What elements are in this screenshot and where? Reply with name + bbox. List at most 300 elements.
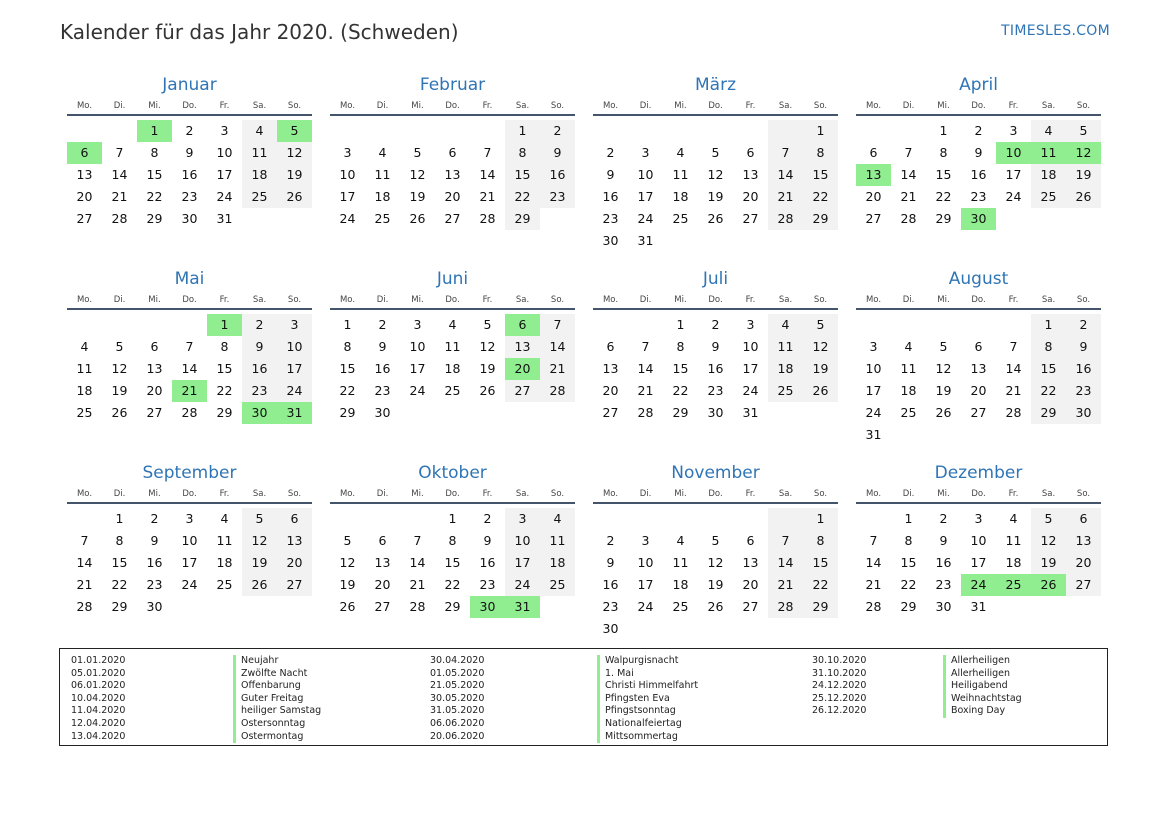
day-cell: 21 (409, 577, 426, 592)
day-cell: 22 (1031, 380, 1066, 402)
day-cell: 2 (1066, 314, 1101, 336)
day-grid (67, 508, 312, 618)
day-cell: 22 (803, 186, 838, 208)
day-cell: 15 (935, 167, 952, 182)
month-name: September (142, 463, 237, 483)
holiday-day-cell: 31 (505, 596, 540, 618)
day-cell: 9 (150, 533, 159, 548)
day-cell: 23 (540, 186, 575, 208)
weekday-label: Mo. (602, 295, 619, 305)
day-cell: 10 (277, 336, 312, 358)
day-cell: 1 (448, 511, 457, 526)
weekday-label: Fr. (1008, 295, 1019, 305)
weekday-label: Do. (445, 295, 460, 305)
weekday-label: Fr. (482, 295, 493, 305)
day-cell: 25 (374, 211, 391, 226)
day-cell: 2 (939, 511, 948, 526)
day-cell-empty (768, 508, 803, 530)
weekday-label: Fr. (745, 101, 756, 111)
day-cell: 26 (707, 599, 724, 614)
legend-dates-column (812, 655, 866, 718)
day-cell: 2 (185, 123, 194, 138)
day-cell-empty (628, 508, 663, 530)
day-cell: 12 (242, 530, 277, 552)
day-cell-empty (330, 508, 365, 530)
legend-holiday-name: Boxing Day (943, 705, 1022, 718)
day-cell: 14 (865, 555, 882, 570)
legend-date: 11.04.2020 (71, 705, 126, 717)
day-cell: 28 (768, 208, 803, 230)
day-cell: 20 (970, 383, 987, 398)
day-cell: 17 (637, 189, 654, 204)
legend-holiday-name: Ostermontag (233, 731, 321, 744)
day-cell: 28 (540, 380, 575, 402)
day-cell: 30 (1066, 402, 1101, 424)
legend-names-column (943, 655, 1022, 718)
weekday-label: Sa. (778, 101, 793, 111)
weekday-label: Mo. (76, 295, 93, 305)
day-cell: 13 (602, 361, 619, 376)
day-cell: 23 (970, 189, 987, 204)
weekday-label: Mo. (865, 295, 882, 305)
day-cell: 16 (707, 361, 724, 376)
day-cell: 22 (444, 577, 461, 592)
day-cell: 21 (768, 186, 803, 208)
day-cell: 14 (111, 167, 128, 182)
day-cell: 20 (444, 189, 461, 204)
day-cell: 28 (181, 405, 198, 420)
day-cell: 29 (216, 405, 233, 420)
day-cell: 24 (865, 405, 882, 420)
month-calendar (330, 460, 575, 654)
day-cell: 22 (111, 577, 128, 592)
weekday-label: Do. (182, 295, 197, 305)
day-cell-empty (330, 120, 365, 142)
day-cell: 3 (343, 145, 352, 160)
day-cell: 16 (1066, 358, 1101, 380)
day-cell: 14 (76, 555, 93, 570)
day-cell: 23 (242, 380, 277, 402)
day-cell-empty (67, 314, 102, 336)
weekday-label: So. (813, 489, 828, 499)
day-cell: 16 (935, 555, 952, 570)
day-cell: 26 (277, 186, 312, 208)
day-cell: 13 (1066, 530, 1101, 552)
legend-date: 30.10.2020 (812, 655, 867, 666)
day-cell: 27 (970, 405, 987, 420)
day-cell: 8 (220, 339, 229, 354)
day-cell: 5 (115, 339, 124, 354)
month-calendar (856, 460, 1101, 654)
weekday-label: Do. (708, 489, 723, 499)
weekday-label: So. (1076, 489, 1091, 499)
weekday-label: Sa. (778, 489, 793, 499)
day-cell: 9 (483, 533, 492, 548)
day-cell: 23 (707, 383, 724, 398)
legend-date: 12.04.2020 (71, 717, 126, 729)
day-cell: 4 (448, 317, 457, 332)
day-grid (856, 120, 1101, 230)
month-calendar (593, 266, 838, 460)
day-cell: 18 (444, 361, 461, 376)
weekday-label: So. (1076, 295, 1091, 305)
site-logo-text[interactable]: TIMESLES.COM (1001, 23, 1110, 39)
weekday-label: Di. (376, 295, 389, 305)
day-cell: 13 (505, 336, 540, 358)
day-cell: 13 (146, 361, 163, 376)
day-cell: 3 (413, 317, 422, 332)
day-cell: 17 (1005, 167, 1022, 182)
day-cell: 7 (185, 339, 194, 354)
day-grid (856, 314, 1101, 446)
weekday-label: So. (550, 489, 565, 499)
day-cell: 31 (970, 599, 987, 614)
day-cell: 4 (540, 508, 575, 530)
legend-date: 26.12.2020 (812, 705, 867, 717)
day-cell: 31 (742, 405, 759, 420)
weekday-label: Sa. (1041, 489, 1056, 499)
day-cell: 19 (111, 383, 128, 398)
day-cell: 9 (185, 145, 194, 160)
day-cell: 16 (479, 555, 496, 570)
day-cell: 26 (339, 599, 356, 614)
day-cell: 9 (939, 533, 948, 548)
weekday-label: So. (813, 295, 828, 305)
day-cell: 5 (483, 317, 492, 332)
day-cell: 14 (409, 555, 426, 570)
day-cell: 24 (216, 189, 233, 204)
day-cell-empty (856, 120, 891, 142)
day-cell: 6 (869, 145, 878, 160)
weekday-header (593, 486, 838, 504)
weekday-label: Mi. (674, 489, 687, 499)
day-cell: 13 (970, 361, 987, 376)
weekday-label: Di. (639, 101, 652, 111)
day-cell: 26 (111, 405, 128, 420)
day-cell: 10 (637, 555, 654, 570)
day-cell: 7 (641, 339, 650, 354)
day-cell: 16 (242, 358, 277, 380)
day-cell-empty (400, 508, 435, 530)
holiday-day-cell: 13 (856, 164, 891, 186)
day-cell: 7 (413, 533, 422, 548)
day-cell: 14 (479, 167, 496, 182)
day-cell: 16 (146, 555, 163, 570)
day-cell: 7 (540, 314, 575, 336)
weekday-label: Mo. (602, 489, 619, 499)
day-cell: 29 (900, 599, 917, 614)
day-cell-empty (400, 120, 435, 142)
day-cell: 24 (1005, 189, 1022, 204)
day-cell: 20 (277, 552, 312, 574)
weekday-label: Mo. (339, 489, 356, 499)
day-cell-empty (137, 314, 172, 336)
weekday-label: Mi. (148, 489, 161, 499)
day-cell: 15 (111, 555, 128, 570)
day-cell: 31 (865, 427, 882, 442)
day-cell: 18 (1005, 555, 1022, 570)
day-cell: 27 (444, 211, 461, 226)
day-cell-empty (961, 314, 996, 336)
day-cell: 17 (865, 383, 882, 398)
day-cell: 12 (803, 336, 838, 358)
legend-holiday-name: Neujahr (233, 655, 321, 668)
day-grid (330, 508, 575, 618)
holiday-day-cell: 30 (961, 208, 996, 230)
legend-date: 01.05.2020 (430, 667, 485, 679)
day-grid (330, 314, 575, 424)
legend-holiday-name: Nationalfeiertag (597, 718, 698, 731)
day-cell: 25 (900, 405, 917, 420)
weekday-label: Mo. (76, 101, 93, 111)
day-cell: 21 (865, 577, 882, 592)
month-name: November (671, 463, 760, 483)
day-cell: 3 (220, 123, 229, 138)
legend-date: 30.05.2020 (430, 692, 485, 704)
holiday-day-cell: 12 (1066, 142, 1101, 164)
legend-names-column (597, 655, 698, 743)
legend-date: 01.01.2020 (71, 655, 126, 666)
day-cell-empty (768, 120, 803, 142)
day-cell-empty (365, 508, 400, 530)
day-cell: 11 (76, 361, 93, 376)
day-cell: 3 (505, 508, 540, 530)
months-grid (67, 72, 1101, 654)
legend-holiday-name: Allerheiligen (943, 668, 1022, 681)
weekday-label: Fr. (745, 295, 756, 305)
day-cell-empty (470, 120, 505, 142)
day-cell: 16 (374, 361, 391, 376)
weekday-label: Sa. (1041, 295, 1056, 305)
day-cell: 28 (479, 211, 496, 226)
day-cell: 8 (904, 533, 913, 548)
day-cell: 10 (339, 167, 356, 182)
day-cell: 22 (339, 383, 356, 398)
day-cell: 10 (970, 533, 987, 548)
weekday-header (330, 486, 575, 504)
day-cell: 3 (641, 533, 650, 548)
day-cell: 18 (242, 164, 277, 186)
day-cell: 10 (181, 533, 198, 548)
day-cell: 7 (115, 145, 124, 160)
day-cell: 13 (742, 167, 759, 182)
weekday-label: Di. (376, 101, 389, 111)
day-cell: 22 (146, 189, 163, 204)
day-cell-empty (628, 314, 663, 336)
weekday-label: Mo. (339, 295, 356, 305)
day-cell: 22 (803, 574, 838, 596)
day-cell: 23 (479, 577, 496, 592)
holiday-legend (59, 648, 1108, 746)
day-cell: 15 (216, 361, 233, 376)
month-name: April (959, 75, 998, 95)
legend-names-column (233, 655, 321, 743)
day-cell: 27 (742, 211, 759, 226)
day-cell: 7 (869, 533, 878, 548)
day-cell: 28 (865, 599, 882, 614)
weekday-label: Do. (445, 489, 460, 499)
holiday-day-cell: 6 (67, 142, 102, 164)
day-cell: 7 (768, 142, 803, 164)
weekday-label: Di. (639, 489, 652, 499)
day-cell: 27 (76, 211, 93, 226)
day-cell: 16 (970, 167, 987, 182)
day-cell: 22 (900, 577, 917, 592)
day-cell: 5 (711, 145, 720, 160)
weekday-label: Sa. (515, 295, 530, 305)
day-cell: 1 (803, 120, 838, 142)
weekday-label: Mo. (865, 101, 882, 111)
legend-holiday-name: Pfingsten Eva (597, 693, 698, 706)
holiday-day-cell: 30 (470, 596, 505, 618)
day-cell: 12 (707, 555, 724, 570)
day-cell-empty (593, 508, 628, 530)
weekday-label: Do. (971, 101, 986, 111)
day-cell: 25 (216, 577, 233, 592)
weekday-label: Do. (708, 101, 723, 111)
day-cell: 14 (540, 336, 575, 358)
day-cell: 20 (76, 189, 93, 204)
weekday-label: Do. (182, 489, 197, 499)
day-cell: 19 (277, 164, 312, 186)
day-cell: 10 (409, 339, 426, 354)
day-cell: 28 (637, 405, 654, 420)
day-cell: 28 (76, 599, 93, 614)
weekday-label: Do. (971, 295, 986, 305)
day-cell: 7 (768, 530, 803, 552)
day-cell: 27 (374, 599, 391, 614)
day-cell: 17 (970, 555, 987, 570)
day-cell: 8 (803, 530, 838, 552)
holiday-day-cell: 30 (242, 402, 277, 424)
weekday-label: Do. (182, 101, 197, 111)
day-cell: 26 (707, 211, 724, 226)
weekday-label: Di. (113, 489, 126, 499)
day-cell: 1 (904, 511, 913, 526)
day-cell: 9 (378, 339, 387, 354)
day-cell: 19 (1066, 164, 1101, 186)
day-cell: 14 (637, 361, 654, 376)
legend-holiday-name: Guter Freitag (233, 693, 321, 706)
weekday-label: Fr. (482, 489, 493, 499)
day-cell: 5 (803, 314, 838, 336)
day-cell: 12 (1031, 530, 1066, 552)
day-cell: 25 (76, 405, 93, 420)
day-cell: 19 (339, 577, 356, 592)
day-cell: 13 (742, 555, 759, 570)
day-cell-empty (663, 508, 698, 530)
day-cell: 29 (935, 211, 952, 226)
day-cell: 9 (1066, 336, 1101, 358)
month-calendar (593, 72, 838, 266)
weekday-header (856, 98, 1101, 116)
day-cell: 2 (540, 120, 575, 142)
legend-date: 30.04.2020 (430, 655, 485, 666)
day-cell: 2 (974, 123, 983, 138)
day-grid (593, 314, 838, 424)
day-cell: 1 (343, 317, 352, 332)
day-cell: 17 (216, 167, 233, 182)
weekday-header (856, 486, 1101, 504)
day-cell: 17 (277, 358, 312, 380)
month-calendar (856, 72, 1101, 266)
day-cell: 27 (865, 211, 882, 226)
day-cell-empty (698, 120, 733, 142)
day-cell: 5 (1031, 508, 1066, 530)
day-cell: 27 (146, 405, 163, 420)
day-cell: 3 (1009, 123, 1018, 138)
day-cell: 6 (277, 508, 312, 530)
day-cell: 27 (602, 405, 619, 420)
holiday-day-cell: 31 (277, 402, 312, 424)
day-cell: 10 (865, 361, 882, 376)
day-cell: 20 (742, 577, 759, 592)
day-cell: 29 (444, 599, 461, 614)
day-cell: 24 (742, 383, 759, 398)
day-cell: 30 (707, 405, 724, 420)
day-cell: 3 (869, 339, 878, 354)
day-cell: 16 (602, 577, 619, 592)
weekday-label: Sa. (252, 489, 267, 499)
day-grid (593, 120, 838, 252)
day-cell: 17 (409, 361, 426, 376)
day-cell: 17 (339, 189, 356, 204)
day-cell: 21 (900, 189, 917, 204)
day-cell-empty (856, 314, 891, 336)
day-cell-empty (593, 314, 628, 336)
day-cell: 11 (444, 339, 461, 354)
day-cell: 3 (641, 145, 650, 160)
day-cell: 19 (242, 552, 277, 574)
day-cell: 7 (1009, 339, 1018, 354)
weekday-header (67, 292, 312, 310)
day-cell-empty (733, 508, 768, 530)
day-cell: 4 (904, 339, 913, 354)
day-cell: 11 (768, 336, 803, 358)
day-cell: 20 (1066, 552, 1101, 574)
day-cell: 12 (409, 167, 426, 182)
day-cell: 18 (76, 383, 93, 398)
day-cell: 6 (606, 339, 615, 354)
day-cell-empty (698, 508, 733, 530)
day-cell: 29 (111, 599, 128, 614)
day-cell: 5 (413, 145, 422, 160)
legend-date: 21.05.2020 (430, 680, 485, 692)
weekday-label: Fr. (1008, 101, 1019, 111)
day-cell: 2 (150, 511, 159, 526)
weekday-label: Sa. (515, 489, 530, 499)
day-cell: 29 (803, 208, 838, 230)
day-cell: 9 (540, 142, 575, 164)
day-cell: 11 (1005, 533, 1022, 548)
day-cell: 19 (707, 577, 724, 592)
weekday-label: So. (813, 101, 828, 111)
legend-date: 25.12.2020 (812, 692, 867, 704)
day-cell: 27 (505, 380, 540, 402)
legend-holiday-name: Offenbarung (233, 680, 321, 693)
day-cell: 29 (505, 208, 540, 230)
day-cell: 25 (540, 574, 575, 596)
day-cell: 6 (974, 339, 983, 354)
day-cell: 31 (216, 211, 233, 226)
legend-date: 24.12.2020 (812, 680, 867, 692)
day-cell-empty (926, 314, 961, 336)
day-cell: 24 (637, 211, 654, 226)
day-cell: 8 (343, 339, 352, 354)
day-cell: 18 (216, 555, 233, 570)
day-cell-empty (102, 120, 137, 142)
weekday-label: So. (550, 101, 565, 111)
